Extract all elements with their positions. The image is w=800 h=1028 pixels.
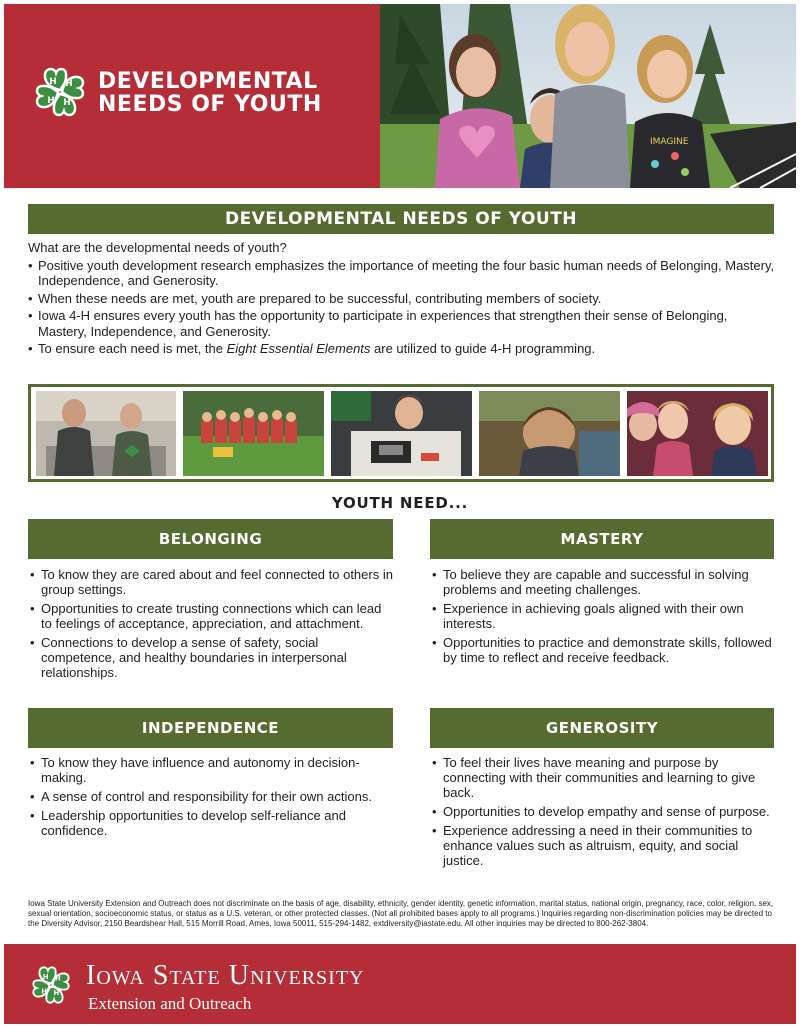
strip-photo-kids — [627, 391, 768, 476]
strip-photo-group — [183, 391, 324, 476]
list-item: • To feel their lives have meaning and purpose by connecting with their communities and learning to give back. — [432, 755, 774, 800]
svg-text:H: H — [55, 974, 61, 983]
list-item: • Leadership opportunities to develop self-reliance and confidence. — [30, 808, 395, 838]
4h-clover-icon — [30, 62, 90, 122]
list-item: • To believe they are capable and successful in solving problems and meeting challenges. — [432, 567, 774, 597]
header-title-line1: DEVELOPMENTAL — [98, 69, 318, 94]
intro-bullet: • Positive youth development research emphasizes the importance of meeting the four basic human needs of Belonging, Mastery, Independence, and Generosity. — [28, 258, 778, 289]
list-item: • A sense of control and responsibility for their own actions. — [30, 789, 395, 804]
intro-list — [28, 258, 778, 357]
header-banner — [0, 0, 800, 188]
svg-text:H: H — [63, 98, 71, 108]
header-title-line2: NEEDS OF YOUTH — [98, 92, 322, 117]
list-item: • Opportunities to develop empathy and sense of purpose. — [432, 804, 774, 819]
list-item: • To know they have influence and autonomy in decision-making. — [30, 755, 395, 785]
generosity-title-bar: GENEROSITY — [430, 708, 774, 748]
independence-title-bar: INDEPENDENCE — [28, 708, 393, 748]
intro-bullet4-post: are utilized to guide 4-H programming. — [370, 341, 596, 356]
children-group-photo — [380, 4, 796, 188]
intro-bullet4-pre: To ensure each need is met, the — [38, 341, 227, 356]
intro-section — [28, 240, 778, 357]
intro-bullet: • Iowa 4-H ensures every youth has the opportunity to participate in experiences that strengthen their sense of Belonging, Mastery, Independence, and Generosity. — [28, 308, 778, 339]
mastery-title-bar: MASTERY — [430, 519, 774, 559]
list-item: • Opportunities to create trusting connections which can lead to feelings of acceptance, appreciation, and attachment. — [30, 601, 395, 631]
belonging-title-bar: BELONGING — [28, 519, 393, 559]
eight-essential-elements: Eight Essential Elements — [226, 341, 371, 356]
university-name: Iowa State University — [86, 960, 365, 991]
list-item: • Connections to develop a sense of safety, social competence, and healthy boundaries in interpersonal relationships. — [30, 635, 395, 680]
svg-text:H: H — [41, 987, 47, 996]
header-title — [98, 70, 378, 116]
intro-bullet — [28, 341, 778, 357]
generosity-list — [432, 755, 774, 872]
department-name: Extension and Outreach — [88, 994, 252, 1013]
belonging-list — [30, 567, 395, 684]
strip-photo-robotics — [331, 391, 472, 476]
youth-need-heading: YOUTH NEED... — [331, 494, 469, 512]
list-item: • Experience in achieving goals aligned with their own interests. — [432, 601, 774, 631]
svg-text:H: H — [53, 988, 60, 997]
intro-question: What are the developmental needs of youth? — [28, 240, 287, 255]
svg-text:H: H — [42, 972, 49, 981]
main-heading-bar: DEVELOPMENTAL NEEDS OF YOUTH — [28, 204, 774, 234]
strip-photo-nature — [479, 391, 620, 476]
photo-strip — [28, 384, 774, 482]
svg-text:H: H — [65, 79, 73, 89]
svg-text:IMAGINE: IMAGINE — [650, 137, 689, 147]
list-item: • Experience addressing a need in their communities to enhance values such as altruism, equity, and social justice. — [432, 823, 774, 868]
footer-banner — [4, 944, 796, 1024]
strip-photo-handshake — [36, 391, 176, 476]
4h-clover-icon — [28, 962, 74, 1008]
svg-text:H: H — [49, 77, 57, 87]
svg-text:H: H — [47, 96, 55, 106]
intro-bullet: • When these needs are met, youth are prepared to be successful, contributing members of society. — [28, 291, 778, 307]
list-item: • Opportunities to practice and demonstrate skills, followed by time to reflect and receive feedback. — [432, 635, 774, 665]
list-item: • To know they are cared about and feel connected to others in group settings. — [30, 567, 395, 597]
mastery-list — [432, 567, 774, 669]
independence-list — [30, 755, 395, 842]
non-discrimination-statement: Iowa State University Extension and Outreach does not discriminate on the basis of age, disability, ethnicity, gender identity, genetic information, marital status, national origin, pregnancy, race, color, religion, sex, sexual orientation, socioeconomic status, or status as a U.S. veteran, or other protected classes. (Not all prohibited bases apply to all programs.) Inquiries regarding non-discrimination policies may be directed to the Diversity Advisor, 2150 Beardshear Hall, 515 Morrill Road, Ames, Iowa 50011, 515-294-1482, extdiversity@iastate.edu. All other inquiries may be directed to 800-262-3804. — [28, 899, 774, 928]
